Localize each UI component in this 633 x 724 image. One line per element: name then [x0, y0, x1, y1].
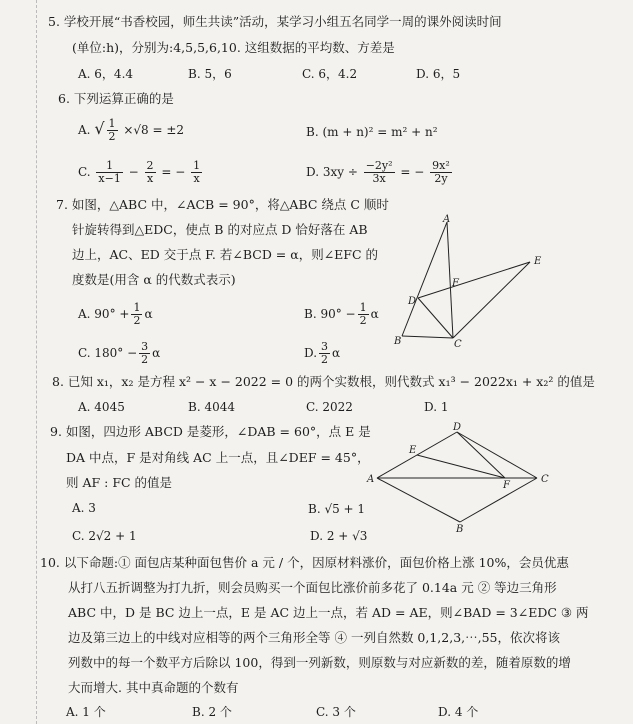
segment-DC: [418, 298, 453, 338]
label-F: F: [503, 480, 510, 491]
q7-a-frac: [131, 302, 142, 327]
q7-c-frac: [139, 341, 150, 366]
q7-b-pre: B. 90° −: [304, 307, 356, 321]
q7-option-d: [304, 341, 340, 366]
q6-d-frac2: [430, 160, 452, 185]
q9-option-c: C. 2√2 + 1: [72, 529, 137, 543]
q9-stem-line2: DA 中点，F 是对角线 AC 上一点，且∠DEF = 45°，: [66, 450, 370, 465]
q10-option-d: D. 4 个: [438, 705, 479, 719]
segment-DC: [457, 432, 537, 478]
segment-DE: [418, 262, 530, 298]
frac-den: 2: [133, 314, 141, 327]
q7-a-post: α: [144, 307, 153, 321]
frac-num: 1: [133, 301, 141, 314]
segment-AB: [402, 222, 447, 336]
q10-option-b: B. 2 个: [192, 705, 232, 719]
q7-stem-line1: 7. 如图，△ABC 中，∠ACB = 90°，将△ABC 绕点 C 顺时: [56, 197, 389, 212]
label-C: C: [454, 339, 462, 350]
q10-stem-line1: 10. 以下命题:① 面包店某种面包售价 a 元 / 个，因原材料涨价，面包价格上涨 10%，会员优惠: [40, 555, 569, 570]
q7-a-pre: A. 90° +: [78, 307, 130, 321]
q8-option-c: C. 2022: [306, 400, 353, 414]
q7-b-post: α: [370, 307, 379, 321]
q6-c-frac3: [191, 160, 202, 185]
frac-den: 2: [108, 130, 116, 143]
label-F: F: [452, 278, 459, 289]
q6-stem: 6. 下列运算正确的是: [58, 91, 174, 106]
q9-option-a: A. 3: [72, 501, 96, 515]
q8-option-b: B. 4044: [188, 400, 235, 414]
q6-a-label: A.: [78, 123, 91, 137]
segment-BC: [402, 336, 453, 338]
q6-a-rest: ×√8 = ±2: [123, 123, 185, 137]
segment-BA: [377, 478, 460, 522]
segment-EC: [453, 262, 530, 338]
q7-d-post: α: [332, 346, 341, 360]
q6-d-label: D. 3xy ÷: [306, 165, 358, 179]
frac-num: 3: [321, 340, 329, 353]
q10-stem-line6: 大而增大. 其中真命题的个数有: [68, 680, 239, 695]
frac-den: x: [146, 172, 154, 185]
q7-triangle-figure: [390, 212, 560, 354]
q6-option-c: [78, 160, 204, 185]
q9-option-b: B. √5 + 1: [308, 502, 366, 516]
q8-option-d: D. 1: [424, 400, 449, 414]
sqrt-sign: √: [94, 119, 105, 138]
q5-option-d: D. 6，5: [416, 67, 461, 81]
q6-option-a: [78, 118, 184, 143]
frac-num: −2y²: [365, 159, 393, 172]
q6-a-fraction: [107, 118, 118, 143]
q6-d-frac1: [364, 160, 395, 185]
q7-b-frac: [358, 302, 369, 327]
q9-option-d: D. 2 + √3: [310, 529, 368, 543]
label-A: A: [367, 474, 375, 485]
frac-num: 2: [146, 159, 154, 172]
q9-stem-line1: 9. 如图，四边形 ABCD 是菱形，∠DAB = 60°，点 E 是: [50, 424, 371, 439]
frac-den: x−1: [98, 172, 121, 185]
q7-stem-line2: 针旋转得到△EDC，使点 B 的对应点 D 恰好落在 AB: [72, 222, 368, 237]
frac-den: 2: [359, 314, 367, 327]
q5-option-c: C. 6，4.2: [302, 67, 358, 81]
q6-option-d: [306, 160, 454, 185]
q7-c-pre: C. 180° −: [78, 346, 138, 360]
q6-d-eq: = −: [400, 165, 425, 179]
q10-stem-line3: ABC 中，D 是 BC 边上一点，E 是 AC 边上一点，若 AD = AE，则∠BAD = 3∠EDC ③ 两: [68, 605, 589, 620]
frac-num: 1: [96, 160, 122, 173]
q10-option-c: C. 3 个: [316, 705, 356, 719]
q5-option-b: B. 5，6: [188, 67, 232, 81]
segment-CB: [460, 478, 537, 522]
q8-option-a: A. 4045: [78, 400, 125, 414]
q9-stem-line3: 则 AF : FC 的值是: [66, 475, 173, 490]
q9-rhombus-figure: [365, 420, 565, 536]
q7-stem-line4: 度数是(用含 α 的代数式表示): [72, 272, 236, 287]
label-A: A: [443, 214, 451, 225]
label-C: C: [541, 474, 549, 485]
q8-stem: 8. 已知 x₁，x₂ 是方程 x² − x − 2022 = 0 的两个实数根，则代数式 x₁³ − 2022x₁ + x₂² 的值是: [52, 374, 595, 389]
q5-stem-line1: 5. 学校开展“书香校园，师生共读”活动，某学习小组五名同学一周的课外阅读时间: [48, 14, 502, 29]
label-B: B: [394, 336, 402, 347]
binding-margin-line: [36, 0, 37, 724]
q7-option-a: [78, 302, 153, 327]
q6-c-label: C.: [78, 165, 91, 179]
label-E: E: [534, 256, 542, 267]
q7-stem-line3: 边上，AC、ED 交于点 F. 若∠BCD = α，则∠EFC 的: [72, 247, 379, 262]
label-D: D: [453, 422, 462, 433]
q7-option-b: [304, 302, 379, 327]
q6-c-frac2: [145, 160, 156, 185]
frac-den: 3x: [372, 172, 386, 185]
frac-den: 2: [321, 353, 329, 366]
frac-num: 1: [359, 301, 367, 314]
q6-option-b: B. (m + n)² = m² + n²: [306, 125, 438, 139]
q10-stem-line2: 从打八五折调整为打九折，则会员购买一个面包比涨价前多花了 0.14a 元 ② 等边三角形: [68, 580, 557, 595]
frac-den: 2y: [434, 172, 448, 185]
q10-option-a: A. 1 个: [66, 705, 106, 719]
frac-den: x: [193, 172, 200, 185]
frac-num: 1: [193, 159, 201, 172]
q6-c-frac1: [96, 160, 122, 185]
label-D: D: [408, 296, 417, 307]
q5-option-a: A. 6，4.4: [78, 67, 134, 81]
q6-c-eq: = −: [161, 165, 186, 179]
frac-num: 9x²: [432, 159, 450, 172]
q7-d-frac: [319, 341, 330, 366]
frac-den: 2: [141, 353, 149, 366]
q10-stem-line5: 列数中的每一个数平方后除以 100，得到一列新数，则原数与对应新数的差，随着原数的增: [68, 655, 571, 670]
q7-option-c: [78, 341, 160, 366]
q5-stem-line2: (单位:h)，分别为:4,5,5,6,10. 这组数据的平均数、方差是: [72, 40, 395, 55]
frac-num: 1: [108, 117, 116, 130]
frac-num: 3: [141, 340, 149, 353]
q7-c-post: α: [152, 346, 161, 360]
q6-c-minus: −: [128, 165, 139, 179]
q7-d-pre: D.: [304, 346, 318, 360]
label-E: E: [409, 445, 417, 456]
label-B: B: [456, 524, 464, 535]
segment-EF: [417, 455, 505, 478]
q10-stem-line4: 边及第三边上的中线对应相等的两个三角形全等 ④ 一列自然数 0,1,2,3,⋯,55，依次将该: [68, 630, 561, 645]
